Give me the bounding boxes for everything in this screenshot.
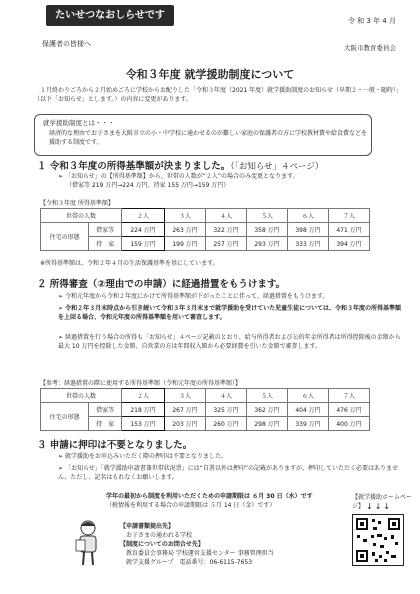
deadline-notice: [106, 492, 374, 510]
section1-heading: [37, 158, 323, 172]
bullet-arrow-icon: ➢: [58, 334, 65, 341]
section2-bullet: [58, 304, 403, 322]
table-cell: 293 万円: [247, 237, 288, 251]
section3-title: ３ 申請に押印は不要となりました。: [37, 440, 193, 451]
down-arrow-icon: ↓↓↓: [366, 502, 393, 511]
table-head-label: 世帯の人数: [41, 209, 122, 223]
table-cell: 400 万円: [329, 417, 370, 431]
table-cell: 339 万円: [288, 417, 329, 431]
inquiry-title: 【制度についてのお問合せ先】: [120, 541, 204, 548]
issue-date: 令 和 3 年 4 月: [347, 17, 396, 25]
section3-bullet-text: 就学援助をお申込みいただく際の押印は不要となりました。: [64, 453, 227, 460]
table-row-label: 住宅の形態: [41, 223, 89, 251]
table-cell: 333 万円: [288, 237, 329, 251]
table-row-type: 持 家: [89, 237, 122, 251]
section2-bullet-text: 経過措置を行う場合の所得も「お知らせ」４ページ記載のとおり、給与所得者および公的年金所得者は所得控除後の金額から最大 10 万円を控除した金額、自営業の方は年間収入額から必要経費を引いた金額で審査します。: [58, 334, 401, 350]
table-col-head: ７人: [329, 209, 370, 223]
table-cell: 260 万円: [206, 417, 247, 431]
table-head-label: 世帯の人数: [41, 389, 122, 403]
table-cell: 267 万円: [165, 403, 206, 417]
bullet-arrow-icon: ➢: [58, 293, 65, 300]
table-cell: 362 万円: [247, 403, 288, 417]
section2-bullet: [58, 333, 403, 351]
section1-title: １ 令和３年度の所得基準額が決まりました。: [37, 161, 231, 172]
table-col-head: ４人: [206, 389, 247, 403]
deadline-sub: （税情報を利用する場合の申請期限は ５月 14 日（金）です）: [106, 502, 276, 509]
table-cell: 218 万円: [122, 403, 165, 417]
deadline-main: 学年の最初から制度を利用いただくための申請期限は ６月 30 日（水）です: [106, 493, 313, 500]
section3-heading: [37, 437, 192, 451]
submit-body: お子さまの通われる学校: [126, 532, 193, 539]
section1-bullet-sub: （借家等 219 万円→224 万円、持家 155 万円→159 万円）: [66, 182, 230, 189]
table-col-head: ３人: [165, 209, 206, 223]
contact-info: [120, 522, 340, 567]
section3-bullet-text: 「お知らせ」「就学援助申請書兼世帯状況票」には“自署以外は押印”の記載がありますが、押印していただく必要はありません。ただし、記名はもれなくお願いします。: [58, 465, 398, 481]
section3-bullet: [58, 464, 403, 482]
definition-box: [34, 114, 372, 156]
table-cell: 203 万円: [165, 417, 206, 431]
inquiry-line1: 教育委員会事務局 学校運営支援センター 事務管理担当: [126, 550, 274, 557]
inquiry-line2: 就学支援グループ 電話番号：06-6115-7653: [126, 559, 253, 566]
table-cell: 224 万円: [122, 223, 165, 237]
table1-caption: 【令和３年度 所得基準額】: [40, 200, 114, 207]
section2-heading: [37, 276, 285, 290]
important-notice-tag: たいせつなおしらせです: [46, 5, 174, 26]
bullet-arrow-icon: ➢: [58, 173, 65, 180]
page-title: 令和３年度 就学援助制度について: [125, 68, 295, 81]
table-cell: 159 万円: [122, 237, 165, 251]
table1-note: ※所得基準額は、令和２年４月の生活保護基準を基にしています。: [40, 260, 219, 267]
section1-bullet: [58, 172, 403, 181]
issuer: 大阪市教育委員会: [344, 44, 396, 52]
bullet-arrow-icon: ➢: [58, 305, 66, 312]
table2-caption: 【参考：経過措置の際に使用する所得基準額（令和元年度の所得基準額）】: [40, 380, 242, 387]
homepage-label: 【就学援助ホームページ】: [352, 494, 413, 510]
table-col-head: ５人: [247, 389, 288, 403]
submit-title: 【申請書類提出先】: [120, 523, 175, 530]
intro-paragraph: １月終わりごろから２月始めごろに学校からお配りした「令和３年度（2021 年度）就学援助制度のお知らせ（早期２・一般・随時）」（以下「お知らせ」とします。）の内容に変更があります。: [34, 87, 399, 103]
table-col-head: ６人: [288, 389, 329, 403]
table-col-head: ３人: [165, 389, 206, 403]
table-row-label: 住宅の形態: [41, 403, 89, 431]
person-illustration-icon: [70, 518, 106, 568]
table-cell: 404 万円: [288, 403, 329, 417]
table-col-head: ４人: [206, 209, 247, 223]
section2-bullet: [58, 292, 403, 301]
table-col-head: ５人: [247, 209, 288, 223]
table-cell: 398 万円: [288, 223, 329, 237]
table-col-head: ６人: [288, 209, 329, 223]
table-cell: 394 万円: [329, 237, 370, 251]
table-col-head: ７人: [329, 389, 370, 403]
table-cell: 199 万円: [165, 237, 206, 251]
table-cell: 153 万円: [122, 417, 165, 431]
table-cell: 298 万円: [247, 417, 288, 431]
section3-bullet: [58, 452, 403, 461]
table-cell: 322 万円: [206, 223, 247, 237]
section2-bullet-text: 令和２年３月末時点から引き続いて令和３年３月末まで就学援助を受けていた児童生徒については、令和３年度の所得基準額を上回る場合、令和元年度の所得基準額を用いて審査します。: [58, 305, 402, 321]
bullet-arrow-icon: ➢: [58, 465, 65, 472]
table-cell: 263 万円: [165, 223, 206, 237]
bullet-arrow-icon: ➢: [58, 453, 65, 460]
table-col-head: ２人: [122, 389, 165, 403]
addressee: 保護者の皆様へ: [42, 40, 91, 48]
income-table-r3: [40, 208, 370, 251]
section1-bullet-text: 「お知らせ」の【所得基準額】から、世帯の人数が“２人”の場合のみ変更となります。: [64, 173, 299, 180]
table-row-type: 持 家: [89, 417, 122, 431]
section1-ref: （「お知らせ」４ページ）: [230, 162, 324, 172]
table-col-head: ２人: [122, 209, 165, 223]
table-cell: 257 万円: [206, 237, 247, 251]
qr-code-icon[interactable]: [352, 514, 404, 566]
definition-title: 就学援助制度とは・・・: [43, 119, 115, 127]
table-cell: 325 万円: [206, 403, 247, 417]
table-cell: 358 万円: [247, 223, 288, 237]
definition-body: 経済的な理由でお子さまを大阪市立の小・中学校に通わせるのが難しい家庭の保護者の方に学校教材費や給食費などを援助する制度です。: [49, 130, 368, 146]
section2-title: ２ 所得審査（②理由での申請）に経過措置をもうけます。: [37, 279, 286, 290]
section2-bullet-text: 令和元年度から令和２年度にかけて所得基準額が下がったことに伴って、経過措置をもうけます。: [64, 293, 329, 300]
table-row-type: 借家等: [89, 223, 122, 237]
table-cell: 476 万円: [329, 403, 370, 417]
table-row-type: 借家等: [89, 403, 122, 417]
income-table-r1: [40, 388, 370, 431]
table-cell: 471 万円: [329, 223, 370, 237]
